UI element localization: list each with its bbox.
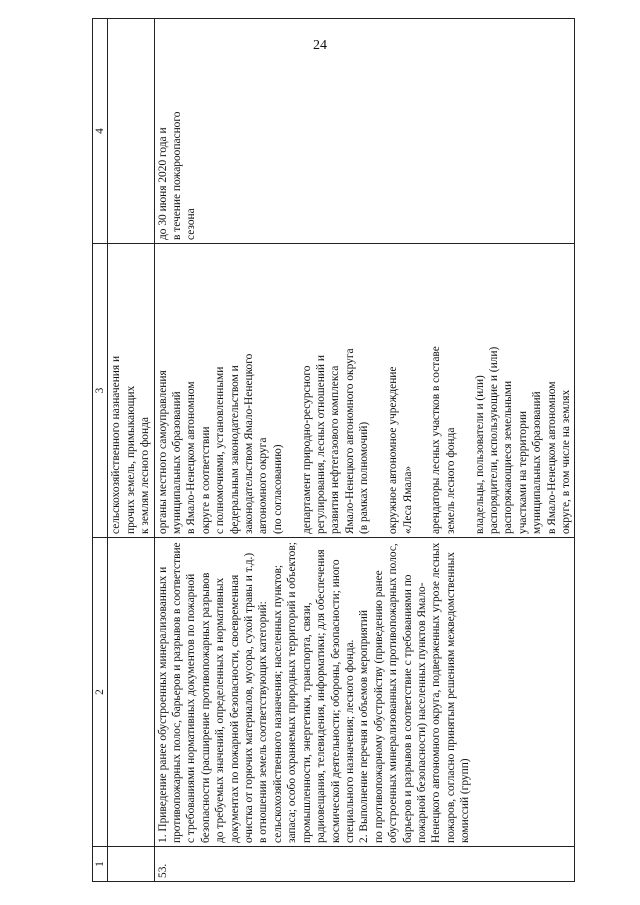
measures-table — [92, 18, 575, 882]
text-line: Ненецкого автономного округа, подверженных угрозе лесных — [430, 542, 443, 843]
cont-cell-2 — [108, 538, 154, 847]
measure-description — [154, 538, 575, 847]
text-line: документах по пожарной безопасности, своевременная — [228, 574, 241, 843]
deadline — [154, 19, 575, 244]
text-line: округе в соответствии — [199, 426, 212, 534]
text-line: 2. Выполнение перечня и объемов мероприятий — [358, 610, 371, 843]
text-line: (в рамках полномочий) — [358, 421, 371, 534]
text-line: распорядители, использующие и (или) — [487, 346, 500, 534]
text-line: безопасности (расширение противопожарных разрывов — [199, 572, 212, 843]
page-number: 24 — [313, 38, 327, 53]
text-line: комиссий (групп) — [459, 758, 472, 843]
cont-cell-4 — [108, 19, 154, 244]
text-line: радиовещания, телевидения, информатики; для обеспечения — [315, 549, 328, 843]
text-line: противопожарных полос, барьеров и разрывов в соответствие — [171, 542, 184, 843]
header-col-1: 1 — [93, 847, 108, 882]
text-line: до требуемых значений, определенных в нормативных — [214, 577, 227, 843]
cont-cell-1 — [108, 847, 154, 882]
text-line: барьеров и разрывов в соответствие с требованиями по — [401, 574, 414, 843]
text-line: очистка от горючих материалов, мусора, сухой травы и т.д.) — [243, 552, 256, 843]
text-line: запаса; особо охраняемых природных территорий и объектов; — [286, 542, 299, 843]
text-line: владельцы, пользователи и (или) — [473, 375, 486, 534]
spacer — [285, 247, 299, 534]
spacer — [458, 247, 472, 534]
text-line: с полномочиями, установленными — [214, 366, 227, 534]
text-line: окружное автономное учреждение — [387, 366, 400, 534]
text-line: обустроенных минерализованных и противопожарных полос, — [387, 543, 400, 843]
text-line: в течение пожароопасного — [171, 111, 184, 240]
header-col-3: 3 — [93, 244, 108, 538]
responsible-parties — [154, 244, 575, 538]
cont-cell-3 — [108, 244, 154, 538]
text-line: до 30 июня 2020 года и — [156, 127, 169, 240]
text-line: прочих земель, примыкающих — [124, 385, 137, 534]
text-line: сельскохозяйственного назначения; населенных пунктов; — [271, 564, 284, 843]
spacer — [415, 247, 429, 534]
text-line: автономного округа — [257, 437, 270, 534]
text-line: законодательством Ямало-Ненецкого — [243, 353, 256, 534]
continuation-row — [108, 19, 154, 882]
text-line: в отношении земель соответствующих категорий: — [257, 601, 270, 843]
text-line: космической деятельности; обороны, безопасности; иного — [329, 559, 342, 843]
text-line: с требованиями нормативных документов по пожарной — [185, 573, 198, 843]
text-line: специального назначения; лесного фонда. — [343, 639, 356, 843]
text-line: 1. Приведение ранее обустроенных минерализованных и — [156, 566, 169, 843]
spacer — [372, 247, 386, 534]
text-line: сезона — [185, 208, 198, 240]
text-line: в Ямало-Ненецком автономном — [545, 381, 558, 534]
text-line: по противопожарному обустройству (приведению ранее — [372, 570, 385, 843]
text-line: округе, в том числе на землях — [559, 389, 572, 534]
text-line: развития нефтегазового комплекса — [329, 365, 342, 534]
text-line: «Леса Ямала» — [401, 465, 414, 534]
text-line: промышленности, энергетики, транспорта, связи, — [300, 602, 313, 843]
header-col-2: 2 — [93, 538, 108, 847]
text-line: к землям лесного фонда — [139, 417, 152, 534]
text-line: регулирования, лесных отношений и — [315, 355, 328, 534]
text-line: муниципальных образований — [171, 391, 184, 534]
table-header-row — [93, 19, 108, 882]
text-line: муниципальных образований — [531, 391, 544, 534]
text-line: пожарной безопасности) населенных пунктов Ямало- — [415, 582, 428, 843]
text-line: органы местного самоуправления — [156, 370, 169, 534]
text-line: (по согласованию) — [271, 444, 284, 534]
text-line: Ямало-Ненецкого автономного округа — [343, 348, 356, 534]
text-line: федеральным законодательством и — [228, 365, 241, 534]
text-line: земель лесного фонда — [444, 427, 457, 534]
text-line: распоряжающиеся земельными — [502, 380, 515, 534]
rotated-table-wrapper — [92, 47, 572, 882]
text-line: департамент природно-ресурсного — [300, 365, 313, 534]
text-line: пожаров, согласно принятым решениям межведомственных — [444, 552, 457, 843]
table-row — [154, 19, 575, 882]
text-line: сельскохозяйственного назначения и — [110, 355, 123, 534]
text-line: в Ямало-Ненецком автономном — [185, 381, 198, 534]
row-number: 53. — [154, 847, 575, 882]
text-line: участками на территории — [516, 410, 529, 534]
header-col-4: 4 — [93, 19, 108, 244]
text-line: арендаторы лесных участков в составе — [430, 346, 443, 534]
